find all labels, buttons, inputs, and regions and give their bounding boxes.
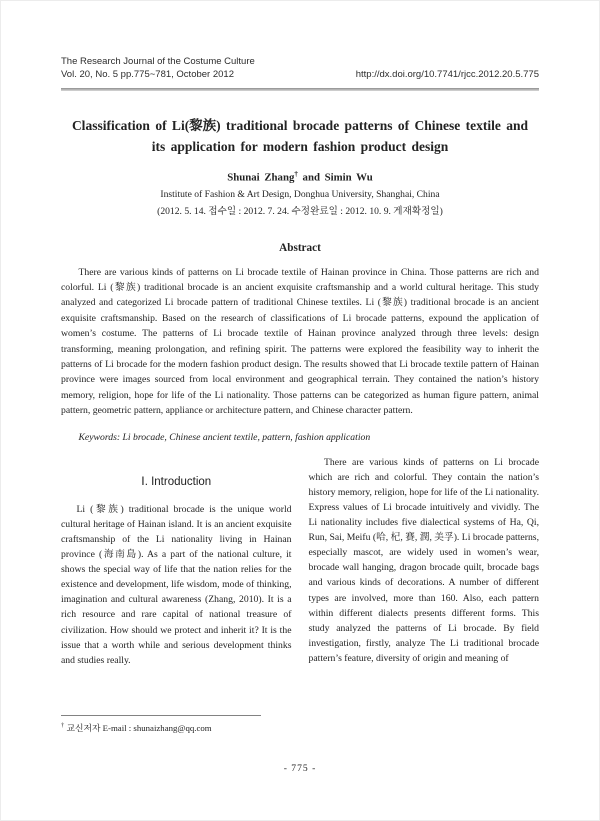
left-column	[61, 455, 292, 668]
journal-name: The Research Journal of the Costume Culture	[61, 56, 255, 67]
footnote	[61, 715, 311, 734]
authors-line	[61, 170, 539, 184]
affiliation: Institute of Fashion & Art Design, Donghua University, Shanghai, China	[160, 188, 440, 200]
two-column-body	[61, 455, 539, 668]
right-column	[309, 455, 540, 668]
submission-dates: (2012. 5. 14. 접수일 : 2012. 7. 24. 수정완료일 : 2012. 10. 9. 게재확정일)	[157, 205, 443, 217]
volume-info: Vol. 20, No. 5 pp.775~781, October 2012	[61, 69, 234, 80]
journal-info	[61, 55, 255, 81]
introduction-paragraph: Li (黎族) traditional brocade is the unique world cultural heritage of Hainan island. It is an ancient exquisite craftsmanship of the Li nationality living in Hainan province (海南島). As a part of the national culture, it shows the special way of life that the nation relies for the existence and development, life wisdom, mode of thinking, imagination and cultural awareness (Zhang, 2010). It is a rich resource and rare capital of national treasure of civilization. How should we protect and inherit it? It is the issue that a worth while and serious development thinks and studies really.	[61, 503, 292, 666]
corresponding-author-email: 교신저자 E-mail : shunaizhang@qq.com	[66, 723, 212, 733]
keywords-line	[61, 432, 539, 443]
introduction-heading: Ⅰ. Introduction	[141, 475, 212, 488]
footnote-text	[61, 721, 311, 734]
author-first: Shunai Zhang	[227, 171, 295, 184]
abstract-text: There are various kinds of patterns on Li brocade textile of Hainan province in China. Those patterns are rich and colorful. Li (黎族) traditional brocade is an ancient exquisite craftsmanship and a world cultural heritage. This study analyzed and categorized Li brocade pattern of traditional Chinese textiles. Li (黎族) traditional brocade is an ancient exquisite craftsmanship. Based on the research of classifications of Li brocade patterns, expound the application of women’s costume. The patterns of Li brocade textile of Hainan province analyzed through three levels: design transforming, meaning prolongation, and refining spirit. The patterns were explored the feasibility way to inherit the patterns of Li brocade for the modern fashion product design. The results showed that Li brocade textile pattern of Hainan province were images sourced from local environment and geographical terrain. They contained the nation’s history memory, religion, hope for life of the Li nationality. Those patterns can be categorized as human figure pattern, animal pattern, geometric pattern, appliance or architecture pattern, and Chinese character pattern.	[61, 266, 539, 417]
footnote-marker: †	[61, 722, 65, 730]
running-head	[61, 55, 539, 81]
corresponding-author-marker: †	[294, 170, 298, 178]
footnote-rule	[61, 715, 261, 716]
doi-link: http://dx.doi.org/10.7741/rjcc.2012.20.5.775	[355, 69, 539, 80]
page-number: - 775 -	[283, 763, 317, 774]
abstract-heading: Abstract	[279, 241, 321, 254]
author-second: Simin Wu	[324, 171, 373, 184]
header-rule	[61, 88, 539, 91]
keywords-label: Keywords:	[78, 431, 121, 443]
paper-title: Classification of Li(黎族) traditional brocade patterns of Chinese textile and its application for modern fashion product design	[71, 118, 529, 154]
author-connector: and	[297, 171, 325, 184]
keywords-list: Li brocade, Chinese ancient textile, pattern, fashion application	[122, 431, 371, 443]
right-column-paragraph: There are various kinds of patterns on Li brocade which are rich and colorful. They contain the nation’s history memory, religion, hope for life of the Li nationality. Express values of Li brocade intuitively and vividly. The Li nationality includes five dialectical systems of Ha, Qi, Run, Sai, Meifu (哈, 杞, 賽, 潤, 美孚). Li brocade patterns, especially mascot, are widely used in women’s wear, brocade wall hanging, dragon brocade quilt, brocade bags and various kinds of decorations. A number of different types are involved, more than 160. Also, each pattern within different dialects presents different forms. This study analyzed the patterns of Li brocade. By field investigation, firstly, analyze The Li traditional brocade pattern’s feature, diversity of origin and meaning of	[308, 456, 539, 664]
